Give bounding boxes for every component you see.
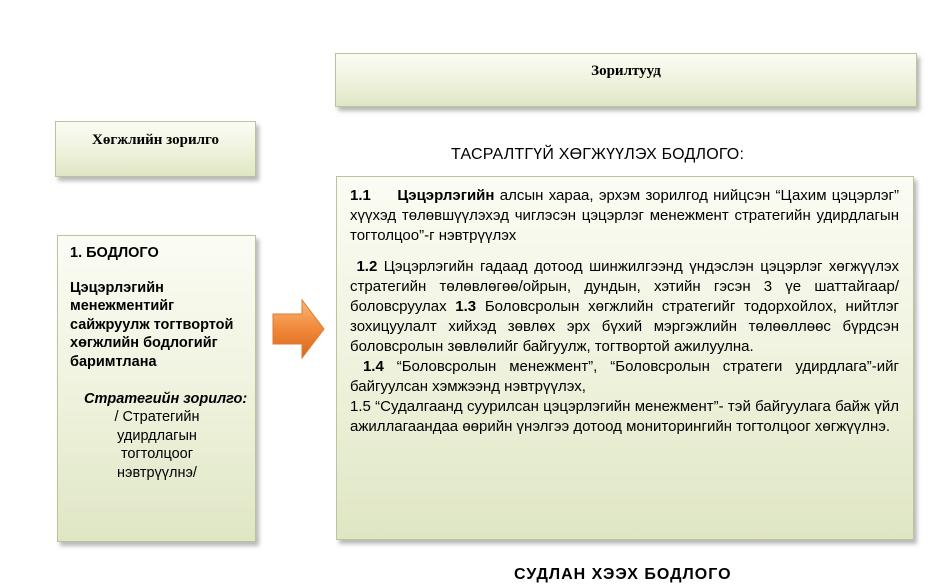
main-title: ТАСРАЛТГҮЙ ХӨГЖҮҮЛЭХ БОДЛОГО:	[451, 146, 745, 163]
right-arrow-icon	[272, 298, 326, 360]
item-1-1-text: алсын хараа, эрхэм зорилгод нийцсэн “Цахим цэцэрлэг” хүүхэд төлөвшүүлэхэд чиглэсэн цэцэрлэг менежмент стратегийн удирдлагын тогтолцоо”-г нэвтрүүлэх	[350, 187, 899, 244]
policy-heading: 1. БОДЛОГО	[70, 245, 159, 261]
strategy-text: / Стратегийн удирдлагын тогтолцоог нэвтрүүлнэ/	[114, 409, 200, 481]
strategy-label: Стратегийн зорилго:	[84, 390, 248, 407]
bottom-title: СУДЛАН ХЭЭХ БОДЛОГО	[514, 566, 732, 583]
item-1-1-lead: Цэцэрлэгийн	[397, 187, 495, 204]
goals-header-box	[335, 53, 917, 107]
item-1-4-number: 1.4	[362, 358, 384, 375]
item-1-2-1-3	[350, 257, 899, 357]
item-1-3-text: Боловсролын хөгжлийн стратегийг тодорхойлох, нийтлэг зохицуулалт хийхэд зөвлөх эрх бүхий мэргэжлийн төлөөллөөс бүрдсэн боловсролын зөвлөлийг байгуулж, тогтвортой ажилуулна.	[350, 298, 899, 355]
item-1-5: 1.5 “Судалгаанд суурилсан цэцэрлэгийн менежмент”- тэй байгуулага байж үйл ажиллагаандаа өөрийн үнэлгээ дотоод мониторингийн тогтолцоог хөгжүүлнэ.	[350, 398, 899, 435]
item-1-2-number: 1.2	[356, 258, 378, 275]
item-1-1	[350, 186, 899, 246]
item-1-4	[350, 357, 899, 397]
policy-box	[57, 235, 256, 542]
development-goal-label: Хөгжлийн зорилго	[92, 132, 219, 148]
goals-header-label: Зорилтууд	[591, 63, 661, 79]
development-goal-box	[55, 121, 256, 177]
item-1-3-number: 1.3	[455, 298, 477, 315]
strategy-details-box	[336, 176, 914, 540]
item-1-1-number: 1.1	[350, 187, 371, 204]
item-1-4-text: “Боловсролын менежмент”, “Боловсролын стратеги удирдлага”-ийг байгуулсан хэмжээнд нэвтрүүлэх,	[350, 358, 900, 395]
item-1-2-text: Цэцэрлэгийн гадаад дотоод шинжилгээнд үндэслэн цэцэрлэг хөгжүүлэх стратегийн төлөвлөгөө/ойрын, дундын, хэтийн гэсэн 3 үе шаттайгаар/ боловсруулах	[350, 258, 900, 315]
policy-text: Цэцэрлэгийн менежментийг сайжруулж тогтвортой хөгжлийн бодлогийг баримтлана	[70, 279, 234, 370]
